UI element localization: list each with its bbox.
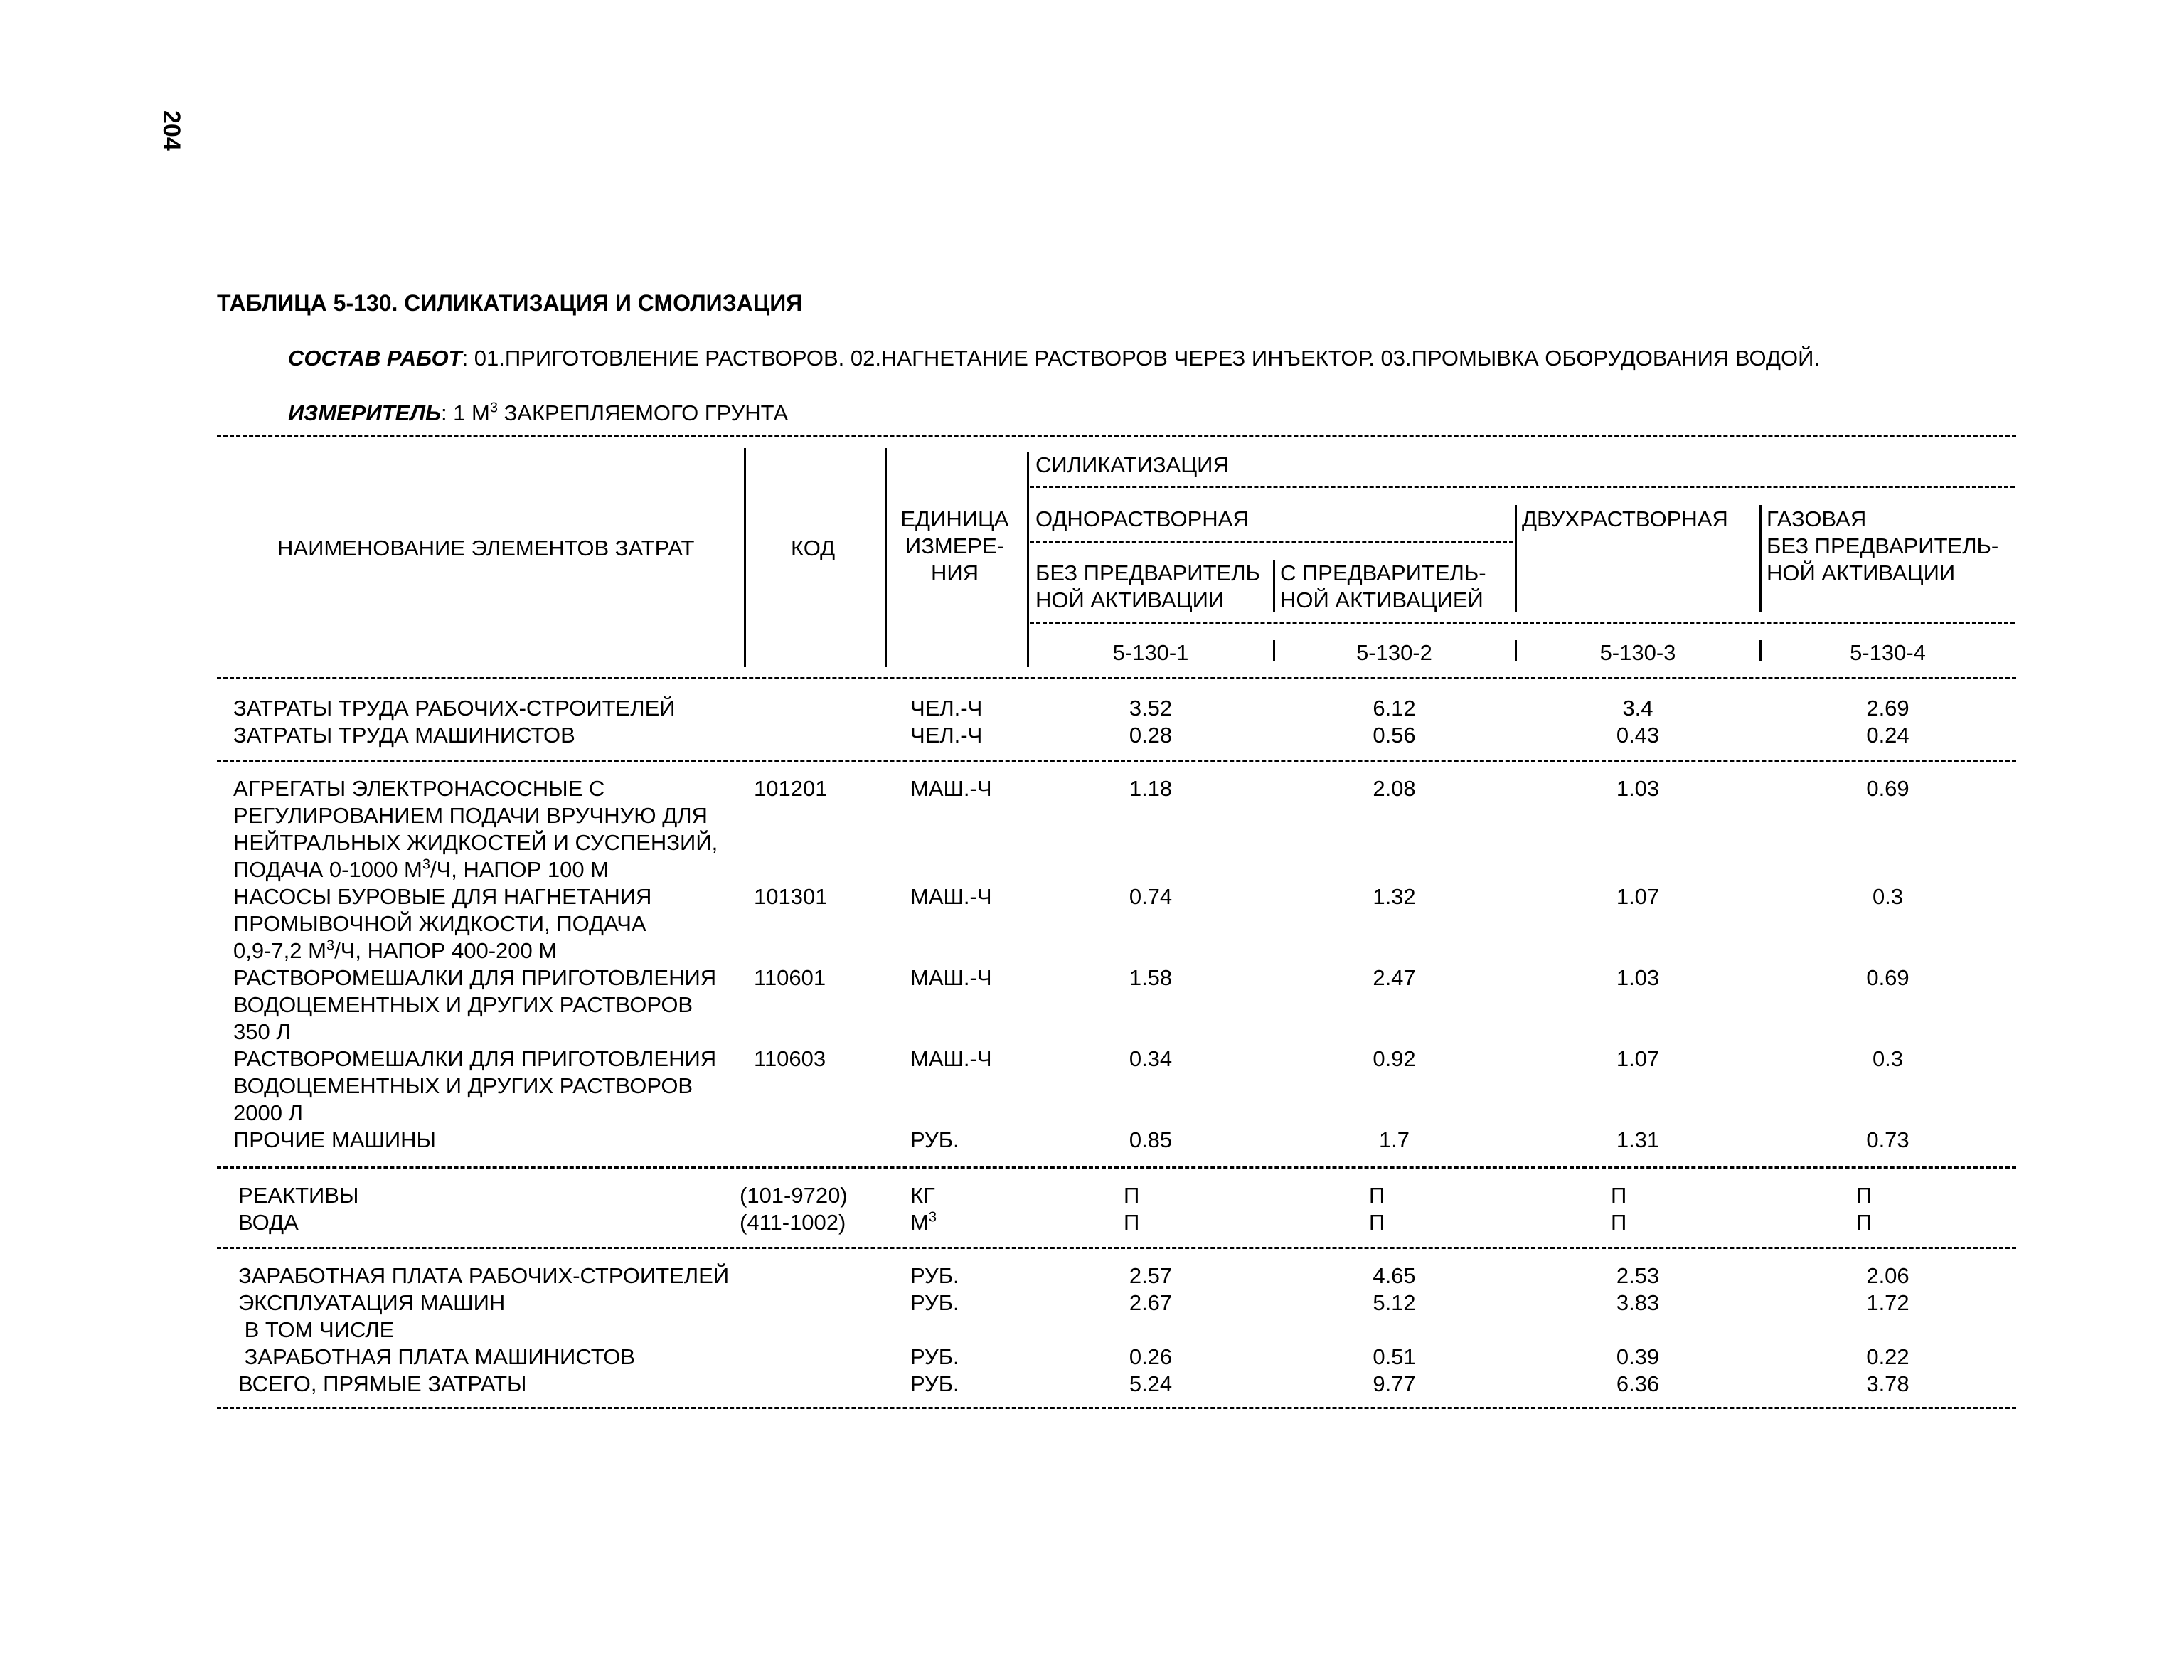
- row-name-line: НАСОСЫ БУРОВЫЕ ДЛЯ НАГНЕТАНИЯ: [233, 884, 652, 909]
- row-value: 2.08: [1373, 776, 1416, 801]
- row-name-line: 2000 Л: [233, 1100, 303, 1125]
- meter-text: : 1 М: [440, 400, 490, 425]
- meter-label: ИЗМЕРИТЕЛЬ: [288, 400, 441, 425]
- col-code-3: 5-130-3: [1599, 640, 1676, 665]
- row-value: 2.53: [1616, 1263, 1660, 1288]
- header-with-activation-2: НОЙ АКТИВАЦИЕЙ: [1280, 588, 1483, 612]
- header-gas-3: НОЙ АКТИВАЦИИ: [1767, 560, 1956, 585]
- row-name-line: РАСТВОРОМЕШАЛКИ ДЛЯ ПРИГОТОВЛЕНИЯ: [233, 1046, 717, 1071]
- row-value: 1.31: [1616, 1127, 1660, 1152]
- row-code: 101301: [754, 884, 828, 909]
- header-code: КОД: [791, 536, 836, 560]
- header-group: СИЛИКАТИЗАЦИЯ: [1035, 452, 1229, 477]
- row-name: ЗАРАБОТНАЯ ПЛАТА МАШИНИСТОВ: [238, 1344, 636, 1369]
- header-no-activation-1: БЕЗ ПРЕДВАРИТЕЛЬ: [1035, 560, 1260, 585]
- header-no-activation-2: НОЙ АКТИВАЦИИ: [1035, 588, 1225, 612]
- row-unit: МАШ.-Ч: [910, 965, 992, 990]
- row-unit: РУБ.: [910, 1127, 959, 1152]
- row-name-part: ПОДАЧА 0-1000 М: [233, 857, 422, 882]
- row-value: 0.73: [1866, 1127, 1909, 1152]
- row-value: 5.12: [1373, 1290, 1416, 1315]
- row-name: РЕАКТИВЫ: [238, 1183, 359, 1208]
- header-with-activation-1: С ПРЕДВАРИТЕЛЬ-: [1280, 560, 1486, 585]
- row-name-line: [233, 858, 609, 881]
- row-unit: ЧЕЛ.-Ч: [910, 696, 983, 721]
- row-value: 2.69: [1866, 696, 1909, 721]
- row-unit: РУБ.: [910, 1371, 959, 1396]
- row-unit: ЧЕЛ.-Ч: [910, 723, 983, 748]
- row-value: 2.67: [1129, 1290, 1173, 1315]
- col-code-1: 5-130-1: [1112, 640, 1189, 665]
- meter-line: [288, 402, 788, 424]
- row-unit: РУБ.: [910, 1344, 959, 1369]
- rule-header-bottom: [217, 677, 2016, 679]
- row-value: 1.32: [1373, 884, 1416, 909]
- row-unit: КГ: [910, 1183, 935, 1208]
- row-value: 0.28: [1129, 723, 1173, 748]
- row-value: 5.24: [1129, 1371, 1173, 1396]
- row-unit: МАШ.-Ч: [910, 1046, 992, 1071]
- row-value: 0.74: [1129, 884, 1173, 909]
- row-value: П: [1611, 1210, 1627, 1235]
- row-name-line: ПРОЧИЕ МАШИНЫ: [233, 1127, 436, 1152]
- header-gas-1: ГАЗОВАЯ: [1767, 506, 1867, 531]
- row-value: П: [1124, 1183, 1140, 1208]
- row-name-line: ВОДОЦЕМЕНТНЫХ И ДРУГИХ РАСТВОРОВ: [233, 992, 693, 1017]
- row-name-part: 0,9-7,2 М: [233, 938, 326, 963]
- header-divider: [1027, 452, 1029, 667]
- row-value: 2.57: [1129, 1263, 1173, 1288]
- row-value: 2.47: [1373, 965, 1416, 990]
- row-value: 4.65: [1373, 1263, 1416, 1288]
- work-label: СОСТАВ РАБОТ: [288, 346, 462, 371]
- work-composition: [288, 347, 1820, 369]
- header-divider: [1759, 505, 1762, 612]
- header-unit-1: ЕДИНИЦА: [900, 506, 1009, 531]
- header-divider: [744, 448, 746, 667]
- row-value: 1.58: [1129, 965, 1173, 990]
- row-code: 110601: [754, 965, 826, 990]
- rule-header: [1030, 541, 1513, 543]
- row-value: 1.03: [1616, 776, 1660, 801]
- row-value: 1.18: [1129, 776, 1173, 801]
- header-name: НАИМЕНОВАНИЕ ЭЛЕМЕНТОВ ЗАТРАТ: [277, 536, 695, 560]
- row-unit: РУБ.: [910, 1290, 959, 1315]
- row-value: 6.36: [1616, 1371, 1660, 1396]
- row-value: 1.72: [1866, 1290, 1909, 1315]
- row-value: 0.34: [1129, 1046, 1173, 1071]
- row-name-line: ПРОМЫВОЧНОЙ ЖИДКОСТИ, ПОДАЧА: [233, 911, 646, 936]
- header-divider: [885, 448, 887, 667]
- row-value: 1.07: [1616, 1046, 1660, 1071]
- work-text: : 01.ПРИГОТОВЛЕНИЕ РАСТВОРОВ. 02.НАГНЕТАНИЕ РАСТВОРОВ ЧЕРЕЗ ИНЪЕКТОР. 03.ПРОМЫВКА ОБОРУДОВАНИЯ ВОДОЙ.: [462, 346, 1820, 371]
- row-value: 0.92: [1373, 1046, 1416, 1071]
- header-one-solution: ОДНОРАСТВОРНАЯ: [1035, 506, 1249, 531]
- row-value: 1.03: [1616, 965, 1660, 990]
- row-value: 3.78: [1866, 1371, 1909, 1396]
- row-value: 3.4: [1622, 696, 1653, 721]
- unit-sup: 3: [928, 1209, 937, 1226]
- header-divider: [1515, 505, 1517, 612]
- row-name: ЗАТРАТЫ ТРУДА МАШИНИСТОВ: [233, 723, 575, 748]
- row-unit: [910, 1211, 937, 1233]
- row-name-line: РЕГУЛИРОВАНИЕМ ПОДАЧИ ВРУЧНУЮ ДЛЯ: [233, 803, 708, 828]
- row-unit: РУБ.: [910, 1263, 959, 1288]
- rule-section: [217, 760, 2016, 762]
- row-value: 0.56: [1373, 723, 1416, 748]
- header-unit-3: НИЯ: [930, 560, 979, 585]
- row-value: П: [1369, 1183, 1385, 1208]
- rule-bottom: [217, 1407, 2016, 1409]
- row-value: 3.83: [1616, 1290, 1660, 1315]
- row-value: 0.3: [1872, 884, 1904, 909]
- row-value: 0.39: [1616, 1344, 1660, 1369]
- row-name-line: НЕЙТРАЛЬНЫХ ЖИДКОСТЕЙ И СУСПЕНЗИЙ,: [233, 830, 718, 855]
- row-name-sup: 3: [326, 937, 335, 954]
- unit-part: М: [910, 1210, 929, 1235]
- table-title: ТАБЛИЦА 5-130. СИЛИКАТИЗАЦИЯ И СМОЛИЗАЦИЯ: [217, 290, 803, 316]
- col-code-4: 5-130-4: [1850, 640, 1926, 665]
- row-value: П: [1124, 1210, 1140, 1235]
- row-code: 110603: [754, 1046, 826, 1071]
- row-value: П: [1856, 1183, 1873, 1208]
- row-value: 6.12: [1373, 696, 1416, 721]
- rule-section: [217, 1166, 2016, 1169]
- row-value: 1.07: [1616, 884, 1660, 909]
- row-value: 0.3: [1872, 1046, 1904, 1071]
- row-value: 0.43: [1616, 723, 1660, 748]
- row-name-line: [233, 937, 558, 963]
- row-value: 0.22: [1866, 1344, 1909, 1369]
- row-value: П: [1611, 1183, 1627, 1208]
- header-divider: [1273, 560, 1275, 612]
- row-value: 0.85: [1129, 1127, 1173, 1152]
- row-name: ЗАТРАТЫ ТРУДА РАБОЧИХ-СТРОИТЕЛЕЙ: [233, 696, 676, 721]
- rule-section: [217, 1247, 2016, 1249]
- header-gas-2: БЕЗ ПРЕДВАРИТЕЛЬ-: [1767, 533, 1999, 558]
- row-name-part: /Ч, НАПОР 100 М: [430, 857, 609, 882]
- header-two-solution: ДВУХРАСТВОРНАЯ: [1522, 506, 1728, 531]
- row-value: 9.77: [1373, 1371, 1416, 1396]
- row-name-line: ВОДОЦЕМЕНТНЫХ И ДРУГИХ РАСТВОРОВ: [233, 1073, 693, 1098]
- row-name: ЗАРАБОТНАЯ ПЛАТА РАБОЧИХ-СТРОИТЕЛЕЙ: [238, 1263, 730, 1288]
- row-code: 101201: [754, 776, 828, 801]
- rule-header: [1030, 622, 2015, 624]
- row-name: ВСЕГО, ПРЯМЫЕ ЗАТРАТЫ: [238, 1371, 527, 1396]
- row-value: 0.69: [1866, 965, 1909, 990]
- row-name-line: АГРЕГАТЫ ЭЛЕКТРОНАСОСНЫЕ С: [233, 776, 605, 801]
- row-value: 0.24: [1866, 723, 1909, 748]
- row-name: ВОДА: [238, 1210, 299, 1235]
- row-value: П: [1369, 1210, 1385, 1235]
- header-unit-2: ИЗМЕРЕ-: [905, 533, 1005, 558]
- rule-header: [1030, 486, 2015, 488]
- row-value: 1.7: [1378, 1127, 1410, 1152]
- meter-rest: ЗАКРЕПЛЯЕМОГО ГРУНТА: [497, 400, 789, 425]
- row-value: 2.06: [1866, 1263, 1909, 1288]
- row-name: В ТОМ ЧИСЛЕ: [238, 1317, 395, 1342]
- row-code: (411-1002): [740, 1210, 846, 1235]
- row-value: П: [1856, 1210, 1873, 1235]
- col-code-2: 5-130-2: [1356, 640, 1432, 665]
- meter-sup: 3: [489, 400, 498, 416]
- row-value: 3.52: [1129, 696, 1173, 721]
- row-name-sup: 3: [422, 856, 431, 873]
- row-value: 0.51: [1373, 1344, 1416, 1369]
- row-name-line: РАСТВОРОМЕШАЛКИ ДЛЯ ПРИГОТОВЛЕНИЯ: [233, 965, 717, 990]
- rule-top: [217, 435, 2016, 437]
- row-name-line: 350 Л: [233, 1019, 291, 1044]
- page-number: 204: [158, 110, 185, 151]
- row-value: 0.26: [1129, 1344, 1173, 1369]
- row-value: 0.69: [1866, 776, 1909, 801]
- row-code: (101-9720): [740, 1183, 848, 1208]
- row-unit: МАШ.-Ч: [910, 884, 992, 909]
- row-name-part: /Ч, НАПОР 400-200 М: [334, 938, 558, 963]
- row-unit: МАШ.-Ч: [910, 776, 992, 801]
- row-name: ЭКСПЛУАТАЦИЯ МАШИН: [238, 1290, 506, 1315]
